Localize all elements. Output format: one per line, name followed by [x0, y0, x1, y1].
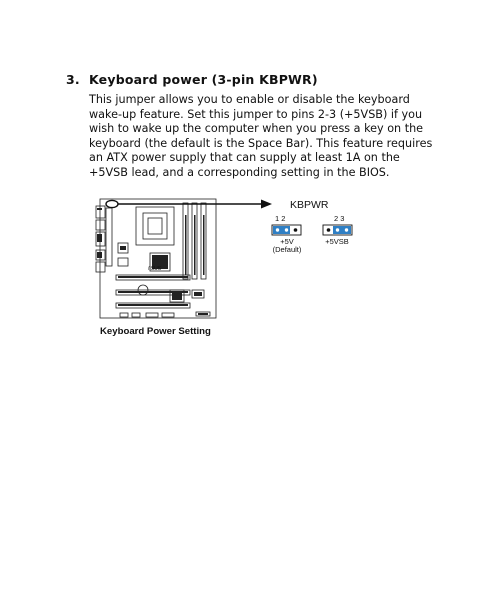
jumper-setting-5vsb — [323, 214, 352, 246]
left-pin-numbers: 1 2 — [275, 214, 286, 223]
kbpwr-location-marker — [106, 200, 118, 207]
section-title: Keyboard power (3-pin KBPWR) — [89, 72, 318, 87]
board-logo: /ISUS — [148, 266, 162, 272]
pin-1 — [276, 228, 279, 231]
right-jumper-cap — [333, 226, 351, 234]
jumper-setting-default — [272, 214, 302, 254]
figure-caption: Keyboard Power Setting — [100, 326, 211, 337]
section-number: 3. — [66, 72, 80, 87]
board-components — [97, 208, 208, 315]
right-pin-numbers: 2 3 — [334, 214, 345, 223]
pin-2 — [285, 228, 288, 231]
left-setting-note: (Default) — [272, 245, 302, 254]
connector-label: KBPWR — [290, 199, 329, 211]
left-setting-value: +5V — [280, 237, 294, 246]
section-body: This jumper allows you to enable or disable the keyboard wake-up feature. Set this jumper to pins 2-3 (+5VSB) if you wish to wake up the computer when you press a key on the keyboard (the default is the Space Bar). This feature requires an ATX power supply that can supply at least 1A on the +5VSB lead, and a corresponding setting in the BIOS. — [89, 93, 433, 179]
pin-2-right — [336, 228, 339, 231]
pin-3 — [294, 228, 298, 232]
pointer-arrowhead — [261, 200, 272, 209]
pin-1-right — [327, 228, 331, 232]
right-setting-value: +5VSB — [325, 237, 349, 246]
pin-3-right — [345, 228, 348, 231]
